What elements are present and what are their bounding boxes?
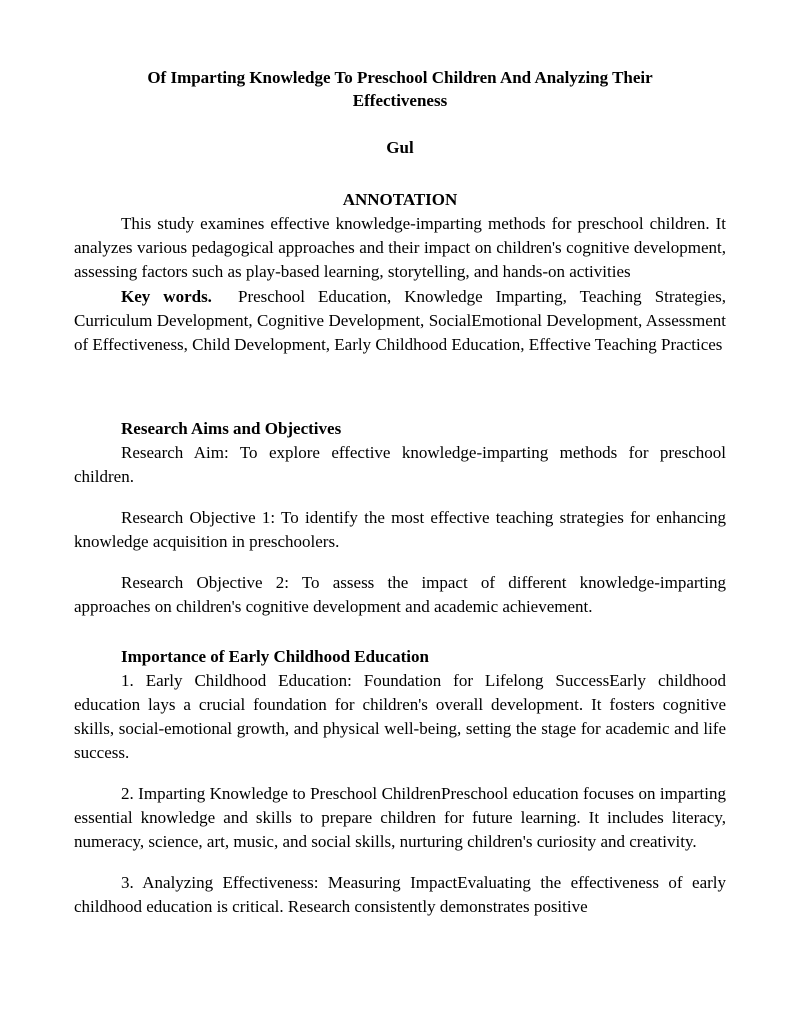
annotation-text: This study examines effective knowledge-imparting methods for preschool children. It analyzes various pedagogical approaches and their impact on children's cognitive development, assessing factors such as play-based learning, storytelling, and hands-on activities bbox=[74, 214, 726, 281]
research-aim: Research Aim: To explore effective knowledge-imparting methods for preschool children. bbox=[74, 443, 726, 486]
paper-title: Of Imparting Knowledge To Preschool Children And Analyzing Their Effectiveness bbox=[147, 68, 653, 110]
research-objective-2: Research Objective 2: To assess the impact of different knowledge-imparting approaches on children's cognitive development and academic achievement. bbox=[74, 573, 726, 616]
research-objective-1: Research Objective 1: To identify the most effective teaching strategies for enhancing knowledge acquisition in preschoolers. bbox=[74, 508, 726, 551]
keywords-paragraph bbox=[74, 285, 726, 357]
importance-point-1: 1. Early Childhood Education: Foundation for Lifelong SuccessEarly childhood education lays a crucial foundation for children's overall development. It fosters cognitive skills, social-emotional growth, and physical well-being, setting the stage for academic and life success. bbox=[74, 671, 726, 762]
annotation-heading: ANNOTATION bbox=[342, 190, 458, 209]
importance-heading: Importance of Early Childhood Education bbox=[121, 647, 429, 666]
keywords-text: Preschool Education, Knowledge Imparting, Teaching Strategies, Curriculum Development, Cognitive Development, SocialEmotional Development, Assessment of Effectiveness, Child Development, Early Childhood Education, Effective Teaching Practices bbox=[74, 287, 726, 354]
author-name: Gul bbox=[386, 138, 414, 157]
keywords-label: Key words. bbox=[121, 287, 212, 306]
research-aims-heading: Research Aims and Objectives bbox=[121, 419, 342, 438]
document-page bbox=[74, 66, 726, 919]
importance-point-3: 3. Analyzing Effectiveness: Measuring ImpactEvaluating the effectiveness of early childhood education is critical. Research consistently demonstrates positive bbox=[74, 873, 726, 916]
importance-point-2: 2. Imparting Knowledge to Preschool ChildrenPreschool education focuses on imparting essential knowledge and skills to prepare children for future learning. It includes literacy, numeracy, science, art, music, and social skills, nurturing children's curiosity and creativity. bbox=[74, 784, 726, 851]
